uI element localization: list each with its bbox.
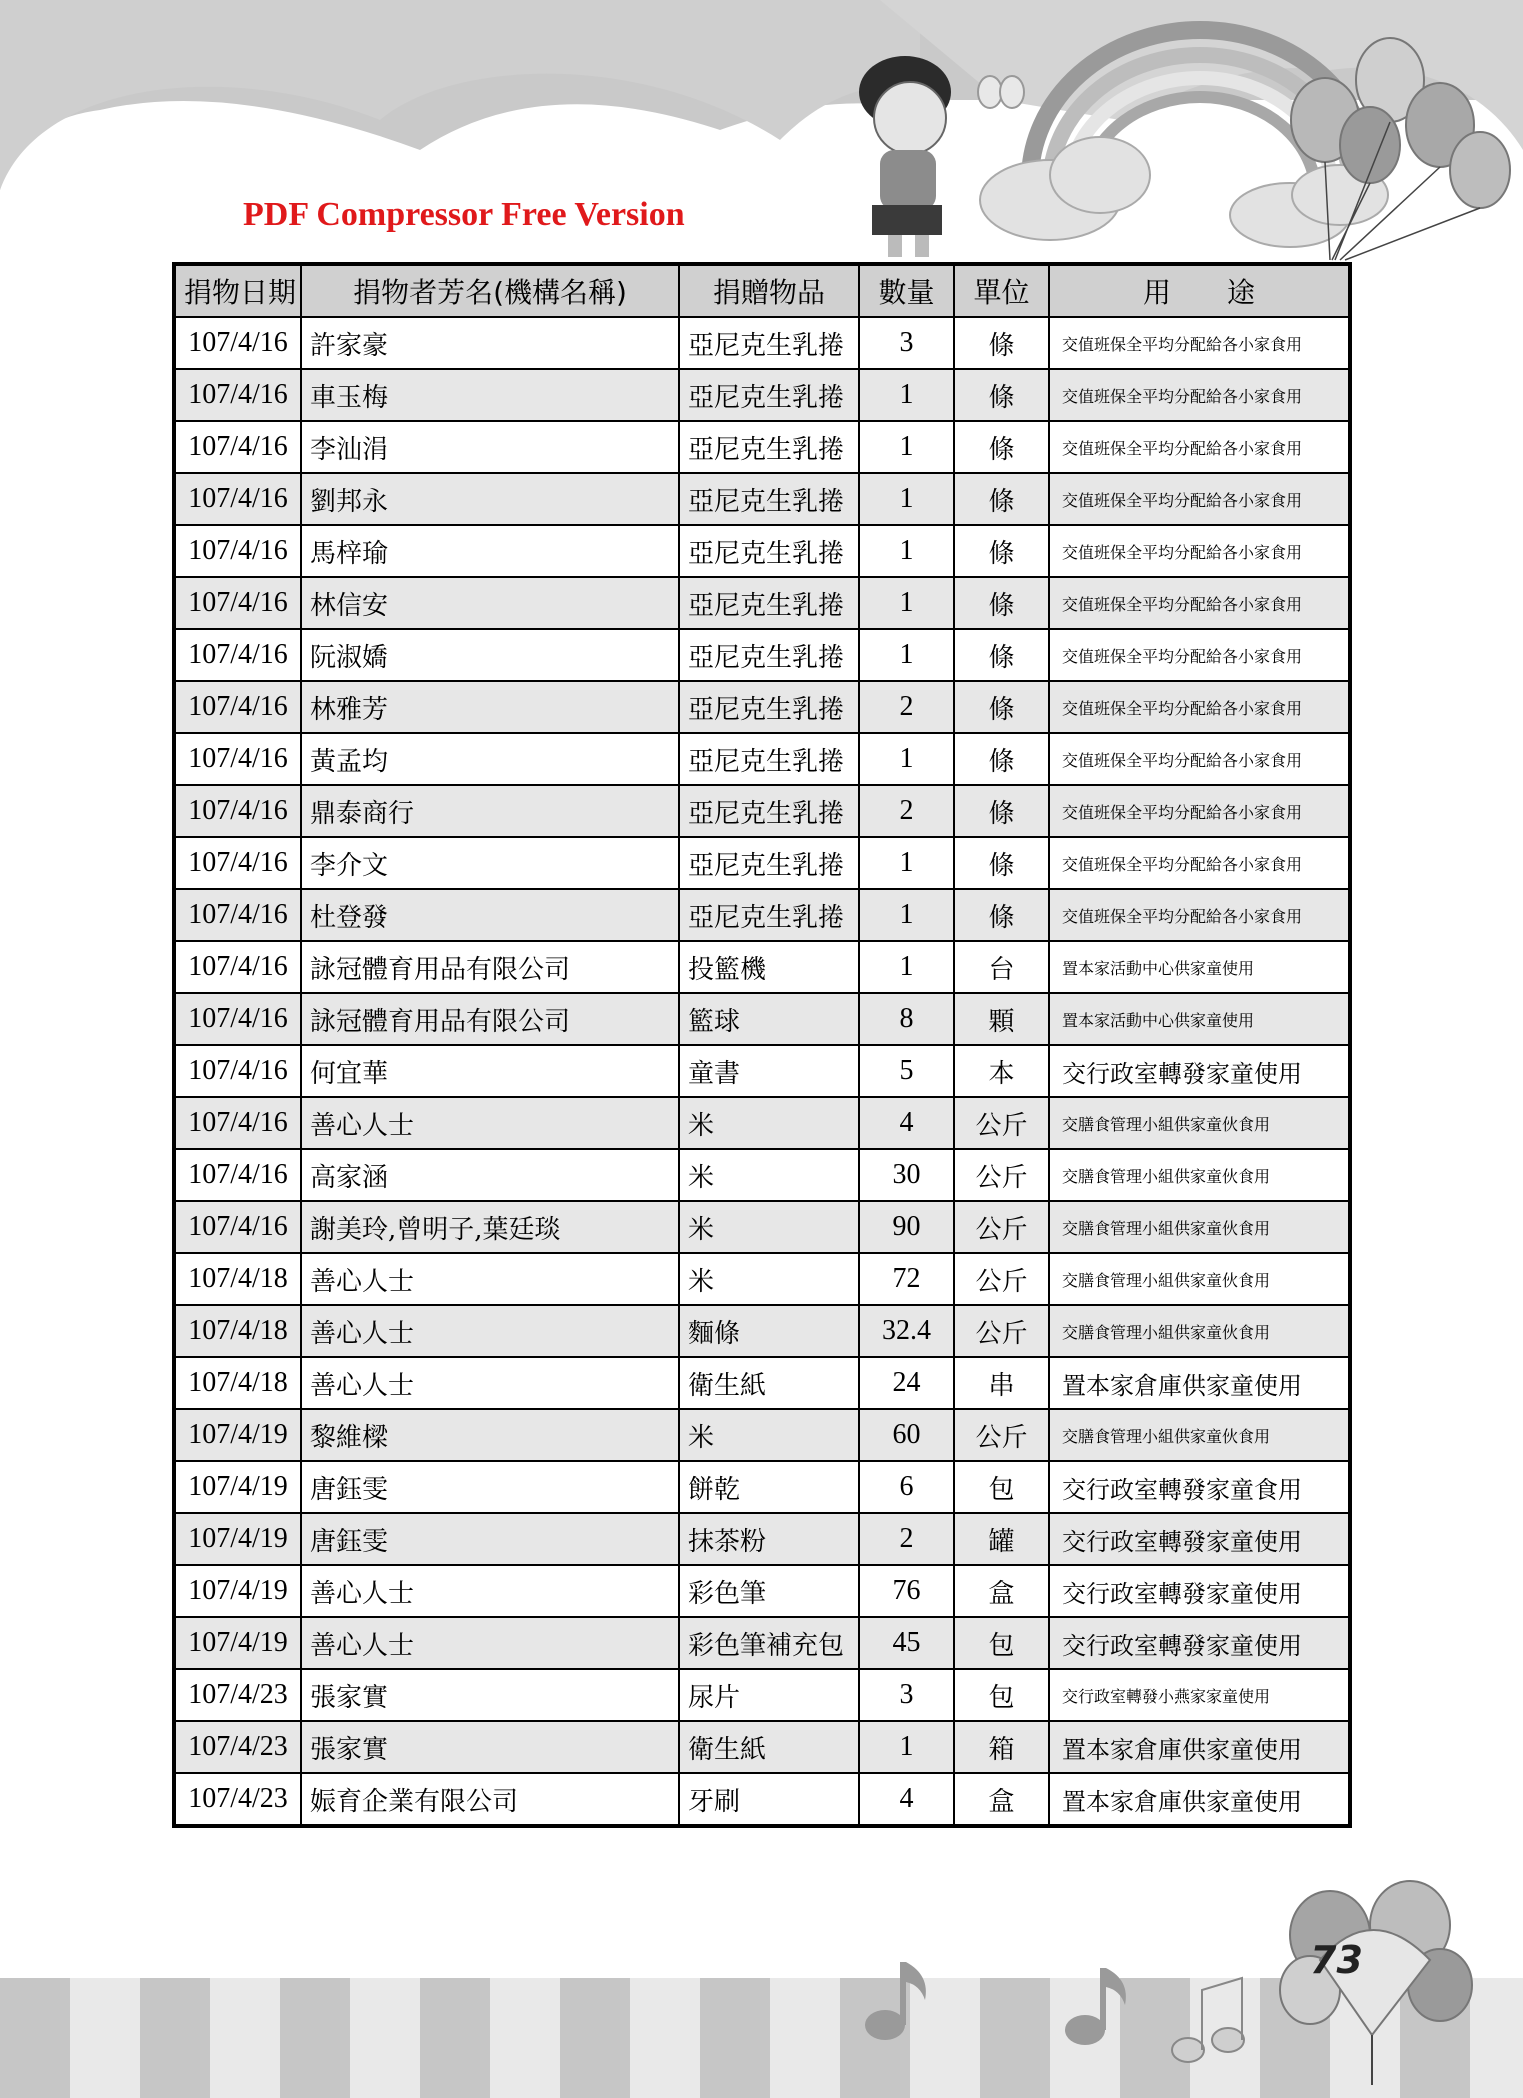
cell-quantity: 1 <box>859 369 954 421</box>
cell-donor-name: 何宜華 <box>301 1045 679 1097</box>
cell-quantity: 1 <box>859 421 954 473</box>
table-row <box>174 1617 1350 1669</box>
cell-date: 107/4/16 <box>174 941 301 993</box>
cell-date: 107/4/23 <box>174 1669 301 1721</box>
cell-purpose: 交行政室轉發家童使用 <box>1049 1565 1350 1617</box>
cell-date: 107/4/16 <box>174 629 301 681</box>
cell-quantity: 6 <box>859 1461 954 1513</box>
table-row <box>174 1253 1350 1305</box>
cell-donor-name: 馬梓瑜 <box>301 525 679 577</box>
cell-quantity: 1 <box>859 941 954 993</box>
cell-date: 107/4/18 <box>174 1305 301 1357</box>
cell-purpose: 交值班保全平均分配給各小家食用 <box>1049 473 1350 525</box>
cell-quantity: 5 <box>859 1045 954 1097</box>
cell-donor-name: 詠冠體育用品有限公司 <box>301 941 679 993</box>
cell-purpose: 交膳食管理小組供家童伙食用 <box>1049 1097 1350 1149</box>
cell-donor-name: 善心人士 <box>301 1253 679 1305</box>
cell-unit: 包 <box>954 1617 1049 1669</box>
donation-table-container <box>172 262 1348 1828</box>
cell-unit: 條 <box>954 837 1049 889</box>
cell-donor-name: 唐鈺雯 <box>301 1513 679 1565</box>
cell-item: 亞尼克生乳捲 <box>679 525 859 577</box>
top-scallop-band <box>0 0 1523 190</box>
table-row <box>174 1461 1350 1513</box>
header-purpose: 用 途 <box>1049 264 1350 317</box>
cell-item: 餅乾 <box>679 1461 859 1513</box>
cell-date: 107/4/23 <box>174 1721 301 1773</box>
cell-date: 107/4/16 <box>174 837 301 889</box>
table-header-row <box>174 264 1350 317</box>
table-row <box>174 525 1350 577</box>
cell-purpose: 交值班保全平均分配給各小家食用 <box>1049 681 1350 733</box>
cell-donor-name: 謝美玲,曾明子,葉廷琰 <box>301 1201 679 1253</box>
cell-date: 107/4/19 <box>174 1409 301 1461</box>
cell-donor-name: 娠育企業有限公司 <box>301 1773 679 1826</box>
header-donor-name: 捐物者芳名(機構名稱) <box>301 264 679 317</box>
cell-unit: 箱 <box>954 1721 1049 1773</box>
cell-purpose: 交膳食管理小組供家童伙食用 <box>1049 1253 1350 1305</box>
table-row <box>174 369 1350 421</box>
cell-date: 107/4/19 <box>174 1617 301 1669</box>
cell-item: 亞尼克生乳捲 <box>679 473 859 525</box>
cell-item: 投籃機 <box>679 941 859 993</box>
cell-donor-name: 杜登發 <box>301 889 679 941</box>
cell-date: 107/4/16 <box>174 785 301 837</box>
header-item: 捐贈物品 <box>679 264 859 317</box>
cell-donor-name: 善心人士 <box>301 1357 679 1409</box>
cell-quantity: 1 <box>859 733 954 785</box>
cell-donor-name: 善心人士 <box>301 1565 679 1617</box>
table-row <box>174 1045 1350 1097</box>
cell-item: 亞尼克生乳捲 <box>679 889 859 941</box>
cell-unit: 盒 <box>954 1565 1049 1617</box>
cell-quantity: 72 <box>859 1253 954 1305</box>
cell-quantity: 8 <box>859 993 954 1045</box>
cell-quantity: 1 <box>859 577 954 629</box>
cell-donor-name: 黃孟均 <box>301 733 679 785</box>
cell-purpose: 交值班保全平均分配給各小家食用 <box>1049 629 1350 681</box>
cell-unit: 罐 <box>954 1513 1049 1565</box>
cell-date: 107/4/19 <box>174 1461 301 1513</box>
table-row <box>174 1721 1350 1773</box>
cell-donor-name: 善心人士 <box>301 1617 679 1669</box>
cell-date: 107/4/16 <box>174 369 301 421</box>
cell-unit: 公斤 <box>954 1149 1049 1201</box>
cell-unit: 串 <box>954 1357 1049 1409</box>
cell-unit: 條 <box>954 577 1049 629</box>
cell-date: 107/4/16 <box>174 577 301 629</box>
cell-item: 米 <box>679 1253 859 1305</box>
table-row <box>174 1305 1350 1357</box>
cell-item: 彩色筆補充包 <box>679 1617 859 1669</box>
cell-item: 亞尼克生乳捲 <box>679 785 859 837</box>
cell-purpose: 交膳食管理小組供家童伙食用 <box>1049 1149 1350 1201</box>
table-row <box>174 1149 1350 1201</box>
cell-unit: 包 <box>954 1461 1049 1513</box>
cell-purpose: 交值班保全平均分配給各小家食用 <box>1049 889 1350 941</box>
cell-item: 米 <box>679 1149 859 1201</box>
cell-quantity: 76 <box>859 1565 954 1617</box>
cell-item: 亞尼克生乳捲 <box>679 837 859 889</box>
table-row <box>174 1669 1350 1721</box>
cell-purpose: 交值班保全平均分配給各小家食用 <box>1049 369 1350 421</box>
watermark-text: PDF Compressor Free Version <box>243 196 685 233</box>
cell-purpose: 置本家倉庫供家童使用 <box>1049 1773 1350 1826</box>
cell-date: 107/4/18 <box>174 1253 301 1305</box>
cell-quantity: 30 <box>859 1149 954 1201</box>
cell-unit: 公斤 <box>954 1097 1049 1149</box>
cell-unit: 公斤 <box>954 1305 1049 1357</box>
cell-purpose: 置本家倉庫供家童使用 <box>1049 1721 1350 1773</box>
cell-item: 麵條 <box>679 1305 859 1357</box>
cell-item: 米 <box>679 1097 859 1149</box>
table-row <box>174 629 1350 681</box>
girl-illustration <box>859 56 951 257</box>
cell-item: 亞尼克生乳捲 <box>679 421 859 473</box>
cell-donor-name: 阮淑嬌 <box>301 629 679 681</box>
cell-unit: 條 <box>954 369 1049 421</box>
cell-purpose: 交膳食管理小組供家童伙食用 <box>1049 1409 1350 1461</box>
cell-purpose: 交值班保全平均分配給各小家食用 <box>1049 525 1350 577</box>
cell-unit: 條 <box>954 889 1049 941</box>
header-date: 捐物日期 <box>174 264 301 317</box>
header-quantity: 數量 <box>859 264 954 317</box>
table-row <box>174 1409 1350 1461</box>
cell-donor-name: 李汕涓 <box>301 421 679 473</box>
cell-quantity: 1 <box>859 473 954 525</box>
cell-unit: 本 <box>954 1045 1049 1097</box>
cell-date: 107/4/19 <box>174 1513 301 1565</box>
cell-date: 107/4/16 <box>174 889 301 941</box>
cell-unit: 條 <box>954 317 1049 369</box>
cell-purpose: 交行政室轉發家童使用 <box>1049 1513 1350 1565</box>
cell-purpose: 交值班保全平均分配給各小家食用 <box>1049 317 1350 369</box>
cell-purpose: 交值班保全平均分配給各小家食用 <box>1049 421 1350 473</box>
cell-unit: 顆 <box>954 993 1049 1045</box>
cell-donor-name: 張家實 <box>301 1669 679 1721</box>
table-row <box>174 1565 1350 1617</box>
cell-quantity: 2 <box>859 785 954 837</box>
cell-purpose: 交值班保全平均分配給各小家食用 <box>1049 785 1350 837</box>
cell-purpose: 交行政室轉發小燕家家童使用 <box>1049 1669 1350 1721</box>
table-row <box>174 1513 1350 1565</box>
table-row <box>174 317 1350 369</box>
cell-quantity: 45 <box>859 1617 954 1669</box>
cell-date: 107/4/16 <box>174 1045 301 1097</box>
table-row <box>174 993 1350 1045</box>
cell-unit: 條 <box>954 629 1049 681</box>
cell-date: 107/4/16 <box>174 1097 301 1149</box>
cell-purpose: 交膳食管理小組供家童伙食用 <box>1049 1305 1350 1357</box>
cell-item: 亞尼克生乳捲 <box>679 369 859 421</box>
cell-purpose: 交行政室轉發家童使用 <box>1049 1617 1350 1669</box>
cell-item: 亞尼克生乳捲 <box>679 317 859 369</box>
cell-unit: 盒 <box>954 1773 1049 1826</box>
cell-quantity: 3 <box>859 317 954 369</box>
cell-item: 尿片 <box>679 1669 859 1721</box>
cell-quantity: 1 <box>859 889 954 941</box>
cell-donor-name: 林信安 <box>301 577 679 629</box>
cell-date: 107/4/19 <box>174 1565 301 1617</box>
cell-date: 107/4/23 <box>174 1773 301 1826</box>
cell-purpose: 交值班保全平均分配給各小家食用 <box>1049 733 1350 785</box>
cell-unit: 台 <box>954 941 1049 993</box>
cell-quantity: 90 <box>859 1201 954 1253</box>
cell-purpose: 交膳食管理小組供家童伙食用 <box>1049 1201 1350 1253</box>
cell-quantity: 3 <box>859 1669 954 1721</box>
cell-quantity: 2 <box>859 681 954 733</box>
table-body <box>174 317 1350 1826</box>
cell-donor-name: 詠冠體育用品有限公司 <box>301 993 679 1045</box>
cell-donor-name: 張家實 <box>301 1721 679 1773</box>
cell-quantity: 1 <box>859 1721 954 1773</box>
cell-date: 107/4/16 <box>174 525 301 577</box>
cell-unit: 條 <box>954 473 1049 525</box>
cell-quantity: 1 <box>859 629 954 681</box>
cell-donor-name: 善心人士 <box>301 1097 679 1149</box>
cell-unit: 公斤 <box>954 1253 1049 1305</box>
cell-date: 107/4/16 <box>174 1149 301 1201</box>
cell-donor-name: 鼎泰商行 <box>301 785 679 837</box>
cell-donor-name: 唐鈺雯 <box>301 1461 679 1513</box>
page-number: 73 <box>1310 1938 1363 1982</box>
cell-item: 米 <box>679 1409 859 1461</box>
cell-purpose: 交行政室轉發家童食用 <box>1049 1461 1350 1513</box>
cell-unit: 包 <box>954 1669 1049 1721</box>
cell-item: 米 <box>679 1201 859 1253</box>
cell-purpose: 交行政室轉發家童使用 <box>1049 1045 1350 1097</box>
cell-quantity: 1 <box>859 525 954 577</box>
cell-unit: 條 <box>954 733 1049 785</box>
cell-purpose: 交值班保全平均分配給各小家食用 <box>1049 577 1350 629</box>
header-unit: 單位 <box>954 264 1049 317</box>
cell-date: 107/4/18 <box>174 1357 301 1409</box>
cell-unit: 條 <box>954 525 1049 577</box>
cell-purpose: 置本家活動中心供家童使用 <box>1049 993 1350 1045</box>
cell-donor-name: 善心人士 <box>301 1305 679 1357</box>
cell-item: 亞尼克生乳捲 <box>679 629 859 681</box>
cell-purpose: 置本家活動中心供家童使用 <box>1049 941 1350 993</box>
cell-date: 107/4/16 <box>174 317 301 369</box>
cell-quantity: 4 <box>859 1097 954 1149</box>
cell-unit: 條 <box>954 421 1049 473</box>
cell-item: 衛生紙 <box>679 1357 859 1409</box>
cell-date: 107/4/16 <box>174 473 301 525</box>
cell-donor-name: 林雅芳 <box>301 681 679 733</box>
donation-table <box>172 262 1352 1828</box>
cell-item: 抹茶粉 <box>679 1513 859 1565</box>
cell-item: 童書 <box>679 1045 859 1097</box>
table-row <box>174 785 1350 837</box>
table-row <box>174 941 1350 993</box>
cell-unit: 公斤 <box>954 1201 1049 1253</box>
cell-quantity: 60 <box>859 1409 954 1461</box>
cell-unit: 條 <box>954 681 1049 733</box>
cell-donor-name: 車玉梅 <box>301 369 679 421</box>
cell-unit: 公斤 <box>954 1409 1049 1461</box>
cell-item: 衛生紙 <box>679 1721 859 1773</box>
table-row <box>174 681 1350 733</box>
cell-date: 107/4/16 <box>174 1201 301 1253</box>
table-row <box>174 1097 1350 1149</box>
table-row <box>174 733 1350 785</box>
cell-purpose: 交值班保全平均分配給各小家食用 <box>1049 837 1350 889</box>
cell-donor-name: 高家涵 <box>301 1149 679 1201</box>
cell-quantity: 32.4 <box>859 1305 954 1357</box>
cell-donor-name: 黎維樑 <box>301 1409 679 1461</box>
cell-purpose: 置本家倉庫供家童使用 <box>1049 1357 1350 1409</box>
table-row <box>174 1357 1350 1409</box>
table-row <box>174 421 1350 473</box>
table-row <box>174 837 1350 889</box>
table-row <box>174 889 1350 941</box>
cell-item: 彩色筆 <box>679 1565 859 1617</box>
cell-quantity: 4 <box>859 1773 954 1826</box>
cell-item: 籃球 <box>679 993 859 1045</box>
table-row <box>174 1773 1350 1826</box>
cell-donor-name: 李介文 <box>301 837 679 889</box>
cell-quantity: 2 <box>859 1513 954 1565</box>
cell-donor-name: 劉邦永 <box>301 473 679 525</box>
cell-item: 牙刷 <box>679 1773 859 1826</box>
cell-date: 107/4/16 <box>174 733 301 785</box>
cell-date: 107/4/16 <box>174 421 301 473</box>
cell-item: 亞尼克生乳捲 <box>679 577 859 629</box>
cell-date: 107/4/16 <box>174 993 301 1045</box>
cell-unit: 條 <box>954 785 1049 837</box>
table-row <box>174 473 1350 525</box>
cell-quantity: 1 <box>859 837 954 889</box>
table-row <box>174 577 1350 629</box>
cell-donor-name: 許家豪 <box>301 317 679 369</box>
cell-item: 亞尼克生乳捲 <box>679 733 859 785</box>
table-row <box>174 1201 1350 1253</box>
cell-date: 107/4/16 <box>174 681 301 733</box>
cell-item: 亞尼克生乳捲 <box>679 681 859 733</box>
cell-quantity: 24 <box>859 1357 954 1409</box>
